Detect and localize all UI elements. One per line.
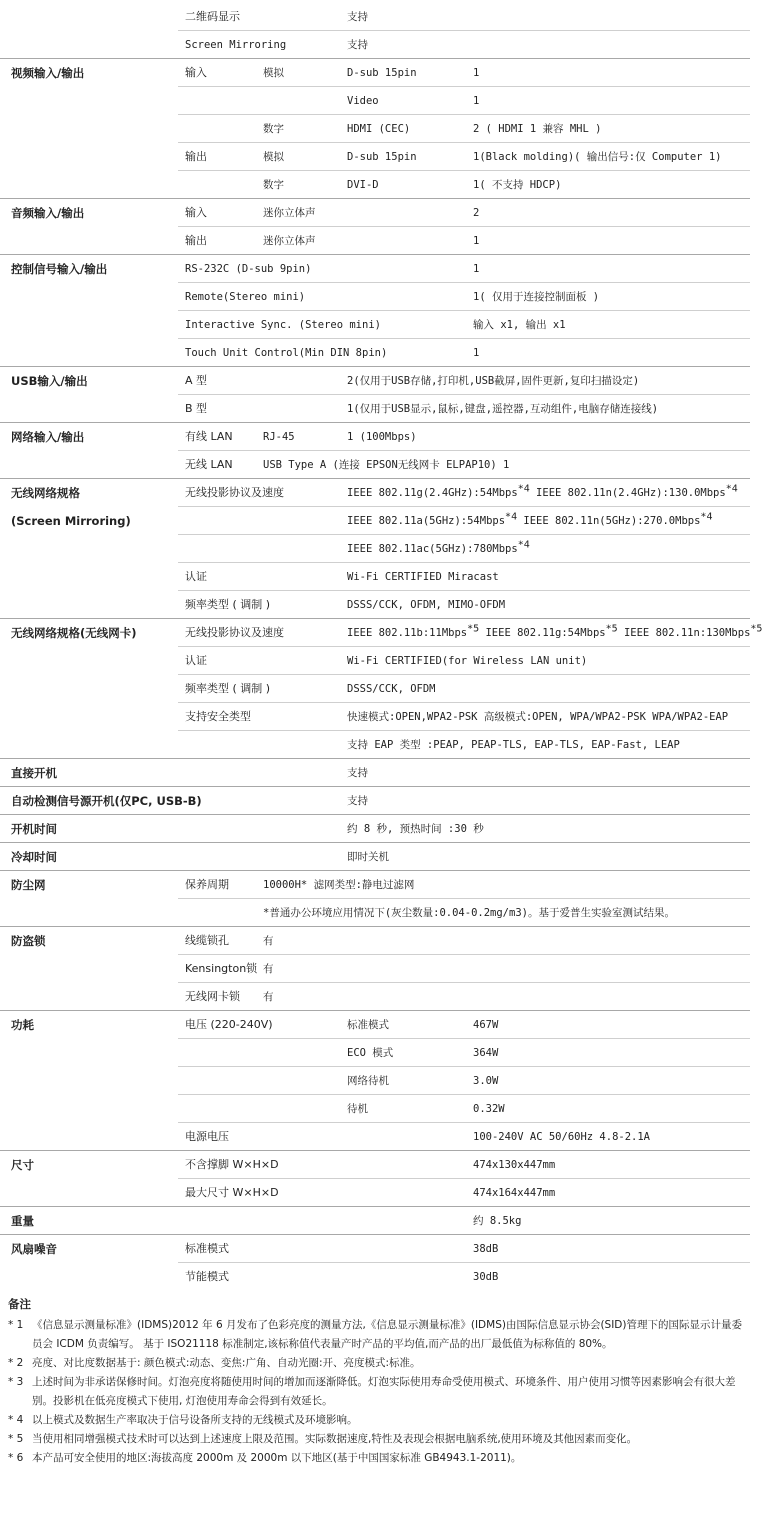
section-label: 冷却时间 <box>11 850 57 864</box>
spec-value <box>347 654 587 668</box>
row-divider <box>178 898 750 899</box>
spec-cell-c2: Remote(Stereo mini) <box>185 291 306 303</box>
row-divider <box>178 170 750 171</box>
section-divider <box>0 1234 750 1235</box>
section-label: 音频输入/输出 <box>11 206 85 220</box>
row-divider <box>178 226 750 227</box>
spec-cell-c5: 0.32W <box>473 1103 505 1115</box>
spec-value <box>347 66 417 80</box>
spec-value <box>347 1074 389 1088</box>
value-text: 支持 <box>347 39 368 51</box>
row-divider <box>178 30 750 31</box>
note-text: 本产品可安全使用的地区:海拔高度 2000m 及 2000m 以下地区(基于中国国家标准 GB4943.1-2011)。 <box>32 1452 522 1464</box>
section-label: 自动检测信号源开机(仅PC, USB-B) <box>11 794 202 808</box>
footnote-mark: *4 <box>505 511 518 523</box>
section-label: (Screen Mirroring) <box>11 514 131 528</box>
row-divider <box>178 982 750 983</box>
spec-value <box>347 511 713 528</box>
spec-value <box>347 850 389 864</box>
spec-cell-c2: 不含撑脚 W×H×D <box>185 1158 279 1171</box>
section-divider <box>0 618 750 619</box>
spec-cell-c2: 输出 <box>185 234 207 247</box>
row-divider <box>178 590 750 591</box>
value-text: IEEE 802.11g:54Mbps <box>479 627 606 639</box>
section-divider <box>0 198 750 199</box>
section-divider <box>0 814 750 815</box>
value-text: 支持 <box>347 11 368 23</box>
section-divider <box>0 366 750 367</box>
spec-cell-c2: 输入 <box>185 206 207 219</box>
spec-cell-c2: 电压 (220-240V) <box>185 1018 273 1031</box>
section-divider <box>0 842 750 843</box>
spec-cell-c5: 467W <box>473 1019 499 1031</box>
footnote-mark: *5 <box>750 623 762 635</box>
spec-cell-c5: 1 <box>473 67 480 79</box>
spec-cell-c2: 输出 <box>185 150 207 163</box>
value-text: IEEE 802.11ac(5GHz):780Mbps <box>347 543 518 555</box>
footnote-mark: *4 <box>517 483 530 495</box>
row-divider <box>178 1262 750 1263</box>
section-label: USB输入/输出 <box>11 374 88 388</box>
row-divider <box>178 674 750 675</box>
row-divider <box>178 646 750 647</box>
row-divider <box>178 86 750 87</box>
value-text: DSSS/CCK, OFDM, MIMO-OFDM <box>347 599 506 611</box>
section-divider <box>0 1150 750 1151</box>
spec-cell-c5: 约 8.5kg <box>473 1215 522 1227</box>
spec-cell-c2: 无线投影协议及速度 <box>185 486 284 499</box>
row-divider <box>178 394 750 395</box>
section-label: 视频输入/输出 <box>11 66 85 80</box>
spec-cell-c5: 1(Black molding)( 输出信号:仅 Computer 1) <box>473 151 722 163</box>
row-divider <box>178 142 750 143</box>
section-divider <box>0 870 750 871</box>
row-divider <box>178 534 750 535</box>
spec-cell-c5: 输入 x1, 输出 x1 <box>473 319 566 331</box>
spec-cell-c3: 数字 <box>263 123 284 135</box>
section-divider <box>0 1010 750 1011</box>
spec-cell-c3: RJ-45 <box>263 431 295 443</box>
notes-list <box>8 1316 743 1468</box>
row-divider <box>178 1094 750 1095</box>
value-text: IEEE 802.11n(2.4GHz):130.0Mbps <box>529 487 726 499</box>
spec-cell-c5: 38dB <box>473 1243 499 1255</box>
spec-cell-c2: 电源电压 <box>185 1130 229 1143</box>
row-divider <box>178 114 750 115</box>
spec-cell-c3: *普通办公环境应用情况下(灰尘数量:0.04-0.2mg/m3)。基于爱普生实验室测试结果。 <box>263 907 675 919</box>
spec-cell-c2: B 型 <box>185 402 208 415</box>
footnote-mark: *4 <box>517 539 530 551</box>
spec-cell-c3: 有 <box>263 963 274 975</box>
row-divider <box>178 282 750 283</box>
spec-cell-c3: 迷你立体声 <box>263 207 316 219</box>
section-label: 开机时间 <box>11 822 57 836</box>
section-divider <box>0 926 750 927</box>
footnote-mark: *4 <box>725 483 738 495</box>
spec-cell-c2: 支持安全类型 <box>185 710 251 723</box>
note-mark: * 1 <box>8 1319 24 1331</box>
value-text: ECO 模式 <box>347 1047 394 1059</box>
spec-value <box>347 178 379 192</box>
spec-cell-c2: 最大尺寸 W×H×D <box>185 1186 279 1199</box>
value-text: 支持 <box>347 795 368 807</box>
value-text: IEEE 802.11a(5GHz):54Mbps <box>347 515 506 527</box>
note-item <box>8 1316 743 1354</box>
spec-cell-c3: 模拟 <box>263 151 284 163</box>
note-text: 以上模式及数据生产率取决于信号设备所支持的无线模式及环境影响。 <box>32 1414 358 1426</box>
spec-value <box>347 1046 393 1060</box>
spec-value <box>347 374 639 388</box>
spec-value <box>347 1018 389 1032</box>
spec-cell-c3: USB Type A (连接 EPSON无线网卡 ELPAP10) 1 <box>263 459 510 471</box>
spec-cell-c5: 30dB <box>473 1271 499 1283</box>
row-divider <box>178 338 750 339</box>
spec-value <box>347 10 368 24</box>
spec-value <box>347 430 417 444</box>
section-label: 风扇噪音 <box>11 1242 57 1256</box>
spec-cell-c2: 认证 <box>185 570 207 583</box>
value-text: Video <box>347 95 379 107</box>
spec-cell-c2: 有线 LAN <box>185 430 233 443</box>
section-label: 功耗 <box>11 1018 34 1032</box>
spec-value <box>347 94 379 108</box>
spec-value <box>347 402 658 416</box>
value-text: 快速模式:OPEN,WPA2-PSK 高级模式:OPEN, WPA/WPA2-PSK WPA/WPA2-EAP <box>347 711 729 723</box>
spec-cell-c2: 保养周期 <box>185 878 229 891</box>
row-divider <box>178 310 750 311</box>
note-mark: * 5 <box>8 1433 24 1445</box>
section-divider <box>0 786 750 787</box>
note-item <box>8 1449 743 1468</box>
spec-value <box>347 38 368 52</box>
value-text: D-sub 15pin <box>347 67 417 79</box>
spec-cell-c5: 1( 仅用于连接控制面板 ) <box>473 291 600 303</box>
value-text: 待机 <box>347 1103 368 1115</box>
spec-value <box>347 539 530 556</box>
spec-value <box>347 570 499 584</box>
spec-cell-c2: 频率类型 ( 调制 ) <box>185 598 271 611</box>
row-divider <box>178 1066 750 1067</box>
note-mark: * 3 <box>8 1376 24 1388</box>
spec-cell-c2: RS-232C (D-sub 9pin) <box>185 263 312 275</box>
spec-cell-c5: 364W <box>473 1047 499 1059</box>
spec-value <box>347 483 738 500</box>
value-text: IEEE 802.11g(2.4GHz):54Mbps <box>347 487 518 499</box>
section-divider <box>0 758 750 759</box>
value-text: 约 8 秒, 预热时间 :30 秒 <box>347 823 484 835</box>
section-label: 无线网络规格(无线网卡) <box>11 626 137 640</box>
spec-cell-c5: 3.0W <box>473 1075 499 1087</box>
spec-cell-c3: 有 <box>263 935 274 947</box>
row-divider <box>178 1122 750 1123</box>
value-text: 支持 EAP 类型 :PEAP, PEAP-TLS, EAP-TLS, EAP-Fast, LEAP <box>347 739 680 751</box>
spec-cell-c2: 无线投影协议及速度 <box>185 626 284 639</box>
spec-cell-c2: 节能模式 <box>185 1270 229 1283</box>
row-divider <box>178 1038 750 1039</box>
spec-cell-c2: 频率类型 ( 调制 ) <box>185 682 271 695</box>
note-item <box>8 1430 743 1449</box>
spec-cell-c3: 数字 <box>263 179 284 191</box>
value-text: 支持 <box>347 767 368 779</box>
value-text: Wi-Fi CERTIFIED Miracast <box>347 571 499 583</box>
section-label: 防尘网 <box>11 878 46 892</box>
spec-cell-c3: 迷你立体声 <box>263 235 316 247</box>
row-divider <box>178 1178 750 1179</box>
value-text: IEEE 802.11b:11Mbps <box>347 627 468 639</box>
spec-cell-c5: 1 <box>473 235 480 247</box>
spec-value <box>347 766 368 780</box>
spec-cell-c5: 1 <box>473 95 480 107</box>
row-divider <box>178 730 750 731</box>
note-mark: * 2 <box>8 1357 24 1369</box>
value-text: IEEE 802.11n:130Mbps <box>617 627 751 639</box>
section-divider <box>0 58 750 59</box>
spec-cell-c2: 无线网卡锁 <box>185 990 240 1003</box>
row-divider <box>178 450 750 451</box>
spec-value <box>347 623 762 640</box>
section-label: 重量 <box>11 1214 34 1228</box>
spec-cell-c5: 2 <box>473 207 480 219</box>
spec-cell-c5: 474x164x447mm <box>473 1187 556 1199</box>
spec-cell-c2: Interactive Sync. (Stereo mini) <box>185 319 381 331</box>
note-mark: * 4 <box>8 1414 24 1426</box>
value-text: 网络待机 <box>347 1075 389 1087</box>
section-divider <box>0 254 750 255</box>
footnote-mark: *4 <box>700 511 713 523</box>
value-text: D-sub 15pin <box>347 151 417 163</box>
section-label: 无线网络规格 <box>11 486 80 500</box>
spec-value <box>347 598 505 612</box>
section-divider <box>0 478 750 479</box>
value-text: 2(仅用于USB存储,打印机,USB截屏,固件更新,复印扫描设定) <box>347 375 640 387</box>
note-item <box>8 1373 743 1411</box>
footnote-mark: *5 <box>605 623 618 635</box>
spec-cell-c2: 输入 <box>185 66 207 79</box>
row-divider <box>178 562 750 563</box>
note-text: 当使用相同增强模式技术时可以达到上述速度上限及范围。实际数据速度,特性及表现会根据电脑系统,使用环境及其他因素而变化。 <box>32 1433 638 1445</box>
value-text: DVI-D <box>347 179 379 191</box>
section-divider <box>0 1206 750 1207</box>
spec-cell-c5: 474x130x447mm <box>473 1159 556 1171</box>
value-text: DSSS/CCK, OFDM <box>347 683 436 695</box>
spec-cell-c5: 1 <box>473 347 480 359</box>
spec-value <box>347 738 680 752</box>
section-label: 控制信号输入/输出 <box>11 262 108 276</box>
spec-cell-c2: 线缆锁孔 <box>185 934 229 947</box>
spec-cell-c2: 认证 <box>185 654 207 667</box>
value-text: 即时关机 <box>347 851 389 863</box>
spec-value <box>347 1102 368 1116</box>
spec-cell-c3: 10000H* 滤网类型:静电过滤网 <box>263 879 415 891</box>
value-text: Wi-Fi CERTIFIED(for Wireless LAN unit) <box>347 655 588 667</box>
spec-value <box>347 122 410 136</box>
spec-value <box>347 682 436 696</box>
value-text: 标准模式 <box>347 1019 389 1031</box>
notes-title: 备注 <box>8 1297 31 1311</box>
spec-cell-c2: 标准模式 <box>185 1242 229 1255</box>
spec-cell-c3: 模拟 <box>263 67 284 79</box>
section-label: 尺寸 <box>11 1158 34 1172</box>
row-divider <box>178 506 750 507</box>
spec-cell-c5: 2 ( HDMI 1 兼容 MHL ) <box>473 123 602 135</box>
spec-cell-c5: 100-240V AC 50/60Hz 4.8-2.1A <box>473 1131 651 1143</box>
section-label: 网络输入/输出 <box>11 430 85 444</box>
note-text: 上述时间为非承诺保修时间。灯泡亮度将随使用时间的增加而逐渐降低。灯泡实际使用寿命受使用模式、环境条件、用户使用习惯等因素影响会有很大差别。投影机在低亮度模式下使用, 灯泡使用寿命会得到有效延长。 <box>32 1376 736 1407</box>
row-divider <box>178 954 750 955</box>
spec-cell-c2: 无线 LAN <box>185 458 233 471</box>
value-text: HDMI (CEC) <box>347 123 411 135</box>
spec-cell-c2: 二维码显示 <box>185 10 240 23</box>
note-item <box>8 1354 743 1373</box>
spec-cell-c2: Touch Unit Control(Min DIN 8pin) <box>185 347 388 359</box>
footnote-mark: *5 <box>467 623 480 635</box>
spec-cell-c5: 1 <box>473 263 480 275</box>
section-label: 直接开机 <box>11 766 57 780</box>
spec-cell-c2: A 型 <box>185 374 208 387</box>
spec-cell-c2: Screen Mirroring <box>185 39 287 51</box>
value-text: IEEE 802.11n(5GHz):270.0Mbps <box>517 515 701 527</box>
section-divider <box>0 422 750 423</box>
spec-cell-c5: 1( 不支持 HDCP) <box>473 179 562 191</box>
note-text: 《信息显示测量标准》(IDMS)2012 年 6 月发布了色彩亮度的测量方法,《信息显示测量标准》(IDMS)由国际信息显示协会(SID)管理下的国际显示计量委员会 ICDM 负责编写。 基于 ISO21118 标准制定,该标称值代表量产时产品的平均值,而产品的出厂最低值为标称值的 80%。 <box>32 1319 742 1350</box>
row-divider <box>178 702 750 703</box>
notes-section <box>8 1296 743 1468</box>
spec-value <box>347 150 417 164</box>
spec-value <box>347 822 484 836</box>
spec-value <box>347 710 728 724</box>
spec-value <box>347 794 368 808</box>
value-text: 1(仅用于USB显示,鼠标,键盘,遥控器,互动组件,电脑存储连接线) <box>347 403 659 415</box>
note-text: 亮度、对比度数据基于: 颜色模式:动态、变焦:广角、自动光圈:开、亮度模式:标准。 <box>32 1357 421 1369</box>
note-mark: * 6 <box>8 1452 24 1464</box>
value-text: 1 (100Mbps) <box>347 431 417 443</box>
spec-cell-c2: Kensington锁 <box>185 962 258 975</box>
note-item <box>8 1411 743 1430</box>
section-label: 防盗锁 <box>11 934 46 948</box>
spec-cell-c3: 有 <box>263 991 274 1003</box>
